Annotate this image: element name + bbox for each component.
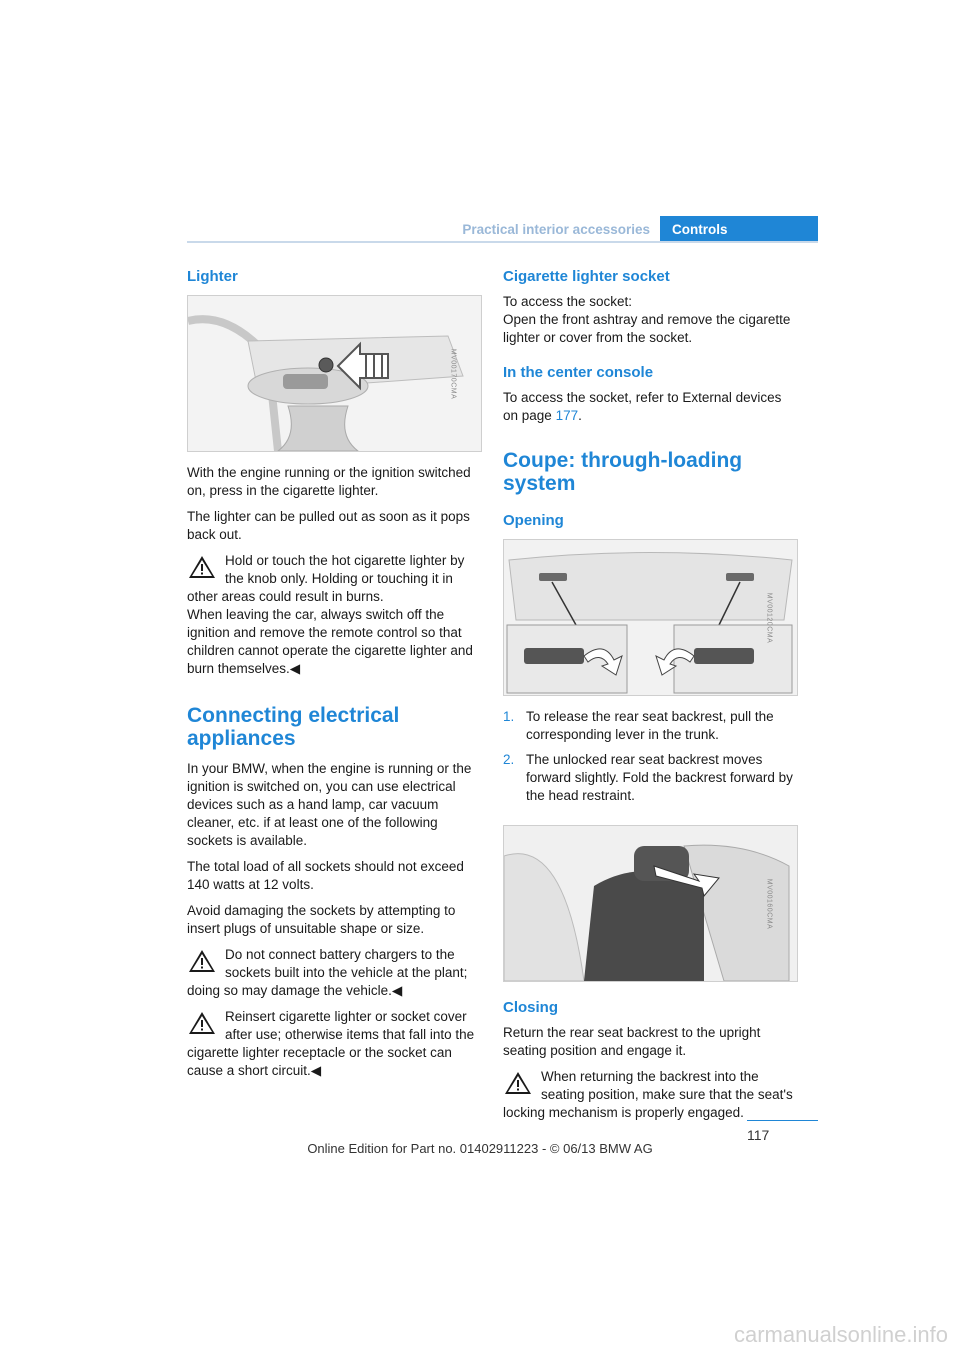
footer-text: Online Edition for Part no. 01402911223 - © 06/13 BMW AG — [307, 1141, 653, 1156]
connect-paragraph: The total load of all sockets should not exceed 140 watts at 12 volts. — [187, 859, 464, 892]
opening-figure — [503, 539, 798, 696]
step-text: The unlocked rear seat backrest moves forward slightly. Fold the backrest forward by the head restraint. — [526, 752, 793, 803]
right-column — [503, 267, 798, 1130]
warning-triangle-icon — [187, 1010, 217, 1036]
console-text: To access the socket, refer to External devices on page — [503, 390, 782, 423]
connect-paragraph: Avoid damaging the sockets by attempting to insert plugs of unsuitable shape or size. — [187, 903, 456, 936]
warning-triangle-icon — [503, 1070, 533, 1096]
warning-text: Reinsert cigarette lighter or socket cover after use; otherwise items that fall into the — [225, 1009, 475, 1042]
console-heading: In the center console — [503, 364, 654, 381]
lighter-paragraph: With the engine running or the ignition switched on, press in the cigarette lighter. — [187, 465, 471, 498]
warning-text: When leaving the car, always switch off the ignition and remove the remote control so that children cannot operate the cigarette lighter and burn themselves.◀ — [187, 607, 473, 676]
opening-heading: Opening — [503, 512, 564, 529]
warning-text: cigarette lighter receptacle or the socket can cause a short circuit.◀ — [187, 1045, 452, 1078]
warning-note — [503, 1068, 798, 1122]
step-number: 1. — [503, 709, 515, 724]
chapter-tab: Controls — [660, 216, 818, 243]
page-number-rule — [747, 1120, 818, 1121]
connect-paragraph: In your BMW, when the engine is running or the ignition is switched on, you can use electrical devices such as a hand lamp, car vacuum cleaner, etc. if at least one of the following sockets is available. — [187, 761, 472, 848]
fold-figure — [503, 825, 798, 982]
console-text-end: . — [578, 408, 582, 423]
warning-text: doing so may damage the vehicle.◀ — [187, 983, 403, 998]
left-column — [187, 267, 482, 1088]
lighter-illustration — [188, 296, 481, 451]
warning-triangle-icon — [187, 554, 217, 580]
figure-code: MV00120CMA — [765, 592, 773, 643]
trunk-illustration — [504, 540, 797, 695]
lighter-figure — [187, 295, 482, 452]
step-number: 2. — [503, 752, 515, 767]
steps-list — [503, 708, 798, 805]
figure-code: MV00170CMA — [449, 348, 457, 399]
figure-code: MV00160CMA — [765, 878, 773, 929]
connect-heading: Connecting electrical appliances — [187, 704, 400, 750]
socket-paragraph: Open the front ashtray and remove the cigarette lighter or cover from the socket. — [503, 312, 791, 345]
closing-heading: Closing — [503, 999, 558, 1016]
header-divider — [187, 241, 818, 243]
console-paragraph — [503, 389, 798, 425]
warning-triangle-icon — [187, 948, 217, 974]
page-link[interactable]: 177 — [555, 408, 579, 423]
warning-text: other areas could result in burns. — [187, 589, 384, 604]
step-item — [503, 708, 798, 744]
watermark: carmanualsonline.info — [733, 1322, 948, 1347]
backrest-illustration — [504, 826, 797, 981]
closing-paragraph: Return the rear seat backrest to the upright seating position and engage it. — [503, 1025, 761, 1058]
socket-paragraph: To access the socket: — [503, 294, 633, 309]
lighter-heading: Lighter — [187, 268, 238, 285]
warning-text: Do not connect battery chargers to the sockets built into the vehicle at the plant; — [225, 947, 468, 980]
step-item — [503, 751, 798, 805]
warning-note — [187, 552, 482, 678]
socket-heading: Cigarette lighter socket — [503, 268, 670, 285]
warning-note — [187, 946, 482, 1000]
page-number: 117 — [747, 1127, 770, 1143]
warning-text: Hold or touch the hot cigarette lighter by the knob only. Holding or touching it in — [225, 553, 465, 586]
lighter-paragraph: The lighter can be pulled out as soon as it pops back out. — [187, 509, 470, 542]
coupe-heading: Coupe: through-loading system — [503, 449, 743, 495]
warning-note — [187, 1008, 482, 1080]
warning-text: seat's locking mechanism is properly engaged. — [503, 1087, 793, 1120]
section-title: Practical interior accessories — [462, 222, 650, 237]
warning-text: When returning the backrest into the seating position, make sure that the — [541, 1069, 759, 1102]
step-text: To release the rear seat backrest, pull the corresponding lever in the trunk. — [526, 709, 774, 742]
